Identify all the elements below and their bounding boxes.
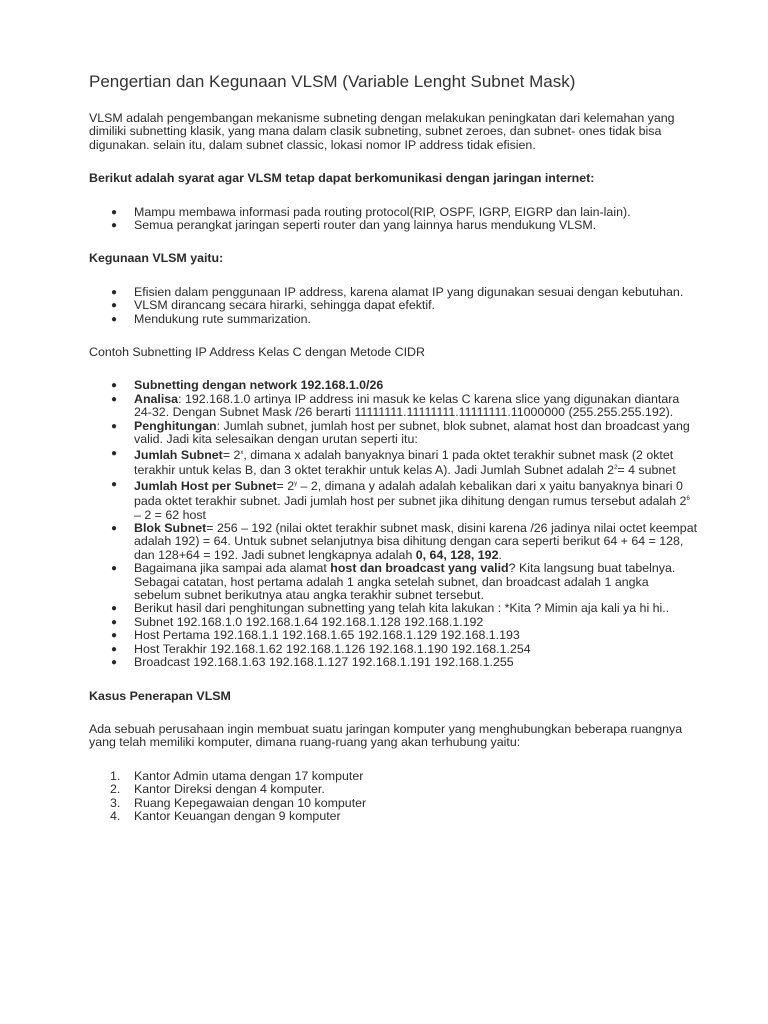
list-item: ● Mendukung rute summarization.: [111, 311, 311, 326]
bullet-icon: ●: [111, 563, 118, 575]
kasus-list: [89, 770, 698, 824]
list-item: ● Subnetting dengan network 192.168.1.0/26: [111, 378, 384, 393]
page-title: Pengertian dan Kegunaan VLSM (Variable Lenght Subnet Mask): [89, 72, 576, 91]
bullet-icon: ●: [111, 300, 118, 312]
list-item: ● Broadcast 192.168.1.63 192.168.1.127 192.168.1.191 192.168.1.255: [111, 655, 514, 670]
bullet-icon: ●: [111, 447, 118, 459]
bullet-icon: ●: [111, 603, 118, 615]
list-item: ● Efisien dalam penggunaan IP address, karena alamat IP yang digunakan sesuai dengan kebutuhan.: [111, 284, 684, 299]
list-item: ● Mampu membawa informasi pada routing protocol(RIP, OSPF, IGRP, EIGRP dan lain-lain).: [111, 204, 631, 219]
syarat-list: [89, 206, 698, 233]
contoh-list: [89, 379, 698, 669]
bullet-icon: ●: [111, 630, 118, 642]
kegunaan-heading: Kegunaan VLSM yaitu:: [89, 251, 224, 266]
syarat-heading: Berikut adalah syarat agar VLSM tetap dapat berkomunikasi dengan jaringan internet:: [89, 171, 595, 186]
list-item: ● Berikut hasil dari penghitungan subnetting yang telah kita lakukan : *Kita ? Mimin aja kali ya hi hi..: [111, 601, 670, 616]
bullet-icon: ●: [111, 313, 118, 325]
bullet-icon: ●: [111, 420, 118, 432]
bullet-icon: ●: [111, 220, 118, 232]
bullet-icon: ●: [111, 643, 118, 655]
list-item: ● Bagaimana jika sampai ada alamat host dan broadcast yang valid? Kita langsung buat tabelnya. Sebagai catatan, host pertama adalah 1 angka setelah subnet, dan broadcast adalah 1 angka sebelum subnet berikutnya atau angka terakhir subnet tersebut.: [111, 561, 676, 603]
list-item: ● Analisa: 192.168.1.0 artinya IP address ini masuk ke kelas C karena slice yang digunakan diantara 24-32. Dengan Subnet Mask /26 berarti 11111111.11111111.11111111.11000000 (255.255.255.192).: [111, 391, 680, 420]
list-item: ● Jumlah Host per Subnet= $2^y - 2$, dimana y adalah adalah kebalikan dari x yaitu banyaknya binari 0 pada oktet terakhir subnet. Jadi jumlah host per subnet jika dihitung dengan rumus tersebut adalah $2^6 - 2 = 62$ host: [111, 478, 690, 522]
list-item: 1. Kantor Admin utama dengan 17 komputer: [110, 768, 364, 783]
list-item: ● Jumlah Subnet= $2^x$, dimana x adalah banyaknya binari 1 pada oktet terakhir subnet mask (2 oktet terakhir untuk kelas B, dan 3 oktet terakhir untuk kelas A). Jadi Jumlah Subnet adalah $2^2= 4$ subnet: [111, 447, 676, 478]
kegunaan-list: [89, 286, 698, 326]
bullet-icon: ●: [111, 616, 118, 628]
list-item: 4. Kantor Keuangan dengan 9 komputer: [110, 808, 341, 823]
bullet-icon: ●: [111, 478, 118, 490]
bullet-icon: ●: [111, 393, 118, 405]
list-item: ● Penghitungan: Jumlah subnet, jumlah host per subnet, blok subnet, alamat host dan broadcast yang valid. Jadi kita selesaikan dengan urutan seperti itu:: [111, 418, 690, 447]
bullet-icon: ●: [111, 657, 118, 669]
list-item: 3. Ruang Kepegawaian dengan 10 komputer: [110, 795, 367, 810]
bullet-icon: ●: [111, 523, 118, 535]
bullet-icon: ●: [111, 286, 118, 298]
list-item: ● Semua perangkat jaringan seperti router dan yang lainnya harus mendukung VLSM.: [111, 218, 597, 233]
kasus-heading: Kasus Penerapan VLSM: [89, 688, 231, 703]
list-item: ● Subnet 192.168.1.0 192.168.1.64 192.168.1.128 192.168.1.192: [111, 614, 484, 629]
intro-paragraph: VLSM adalah pengembangan mekanisme subneting dengan melakukan peningkatan dari kelemahan yang dimiliki subnetting klasik, yang mana dalam clasik subneting, subnet zeroes, dan subnet- ones tidak bisa digunakan. selain itu, dalam subnet classic, lokasi nomor IP address tidak efisien.: [89, 111, 675, 152]
contoh-heading: Contoh Subnetting IP Address Kelas C dengan Metode CIDR: [89, 345, 425, 360]
list-item: ● Host Pertama 192.168.1.1 192.168.1.65 192.168.1.129 192.168.1.193: [111, 628, 520, 643]
kasus-intro: Ada sebuah perusahaan ingin membuat suatu jaringan komputer yang menghubungkan beberapa ruangnya yang telah memiliki komputer, dimana ruang-ruang yang akan terhubung yaitu:: [89, 721, 683, 750]
list-item: ● Host Terakhir 192.168.1.62 192.168.1.126 192.168.1.190 192.168.1.254: [111, 641, 531, 656]
list-item: 2. Kantor Direksi dengan 4 komputer.: [110, 782, 325, 797]
list-item: ● VLSM dirancang secara hirarki, sehingga dapat efektif.: [111, 298, 435, 313]
bullet-icon: ●: [111, 380, 118, 392]
list-item: ● Blok Subnet= 256 – 192 (nilai oktet terakhir subnet mask, disini karena /26 jadinya nilai octet keempat adalah 192) = 64. Untuk subnet selanjutnya bisa dihitung dengan cara seperti berikut 64 + 64 = 128, dan 128+64 = 192. Jadi subnet lengkapnya adalah 0, 64, 128, 192.: [111, 521, 698, 562]
bullet-icon: ●: [111, 206, 118, 218]
